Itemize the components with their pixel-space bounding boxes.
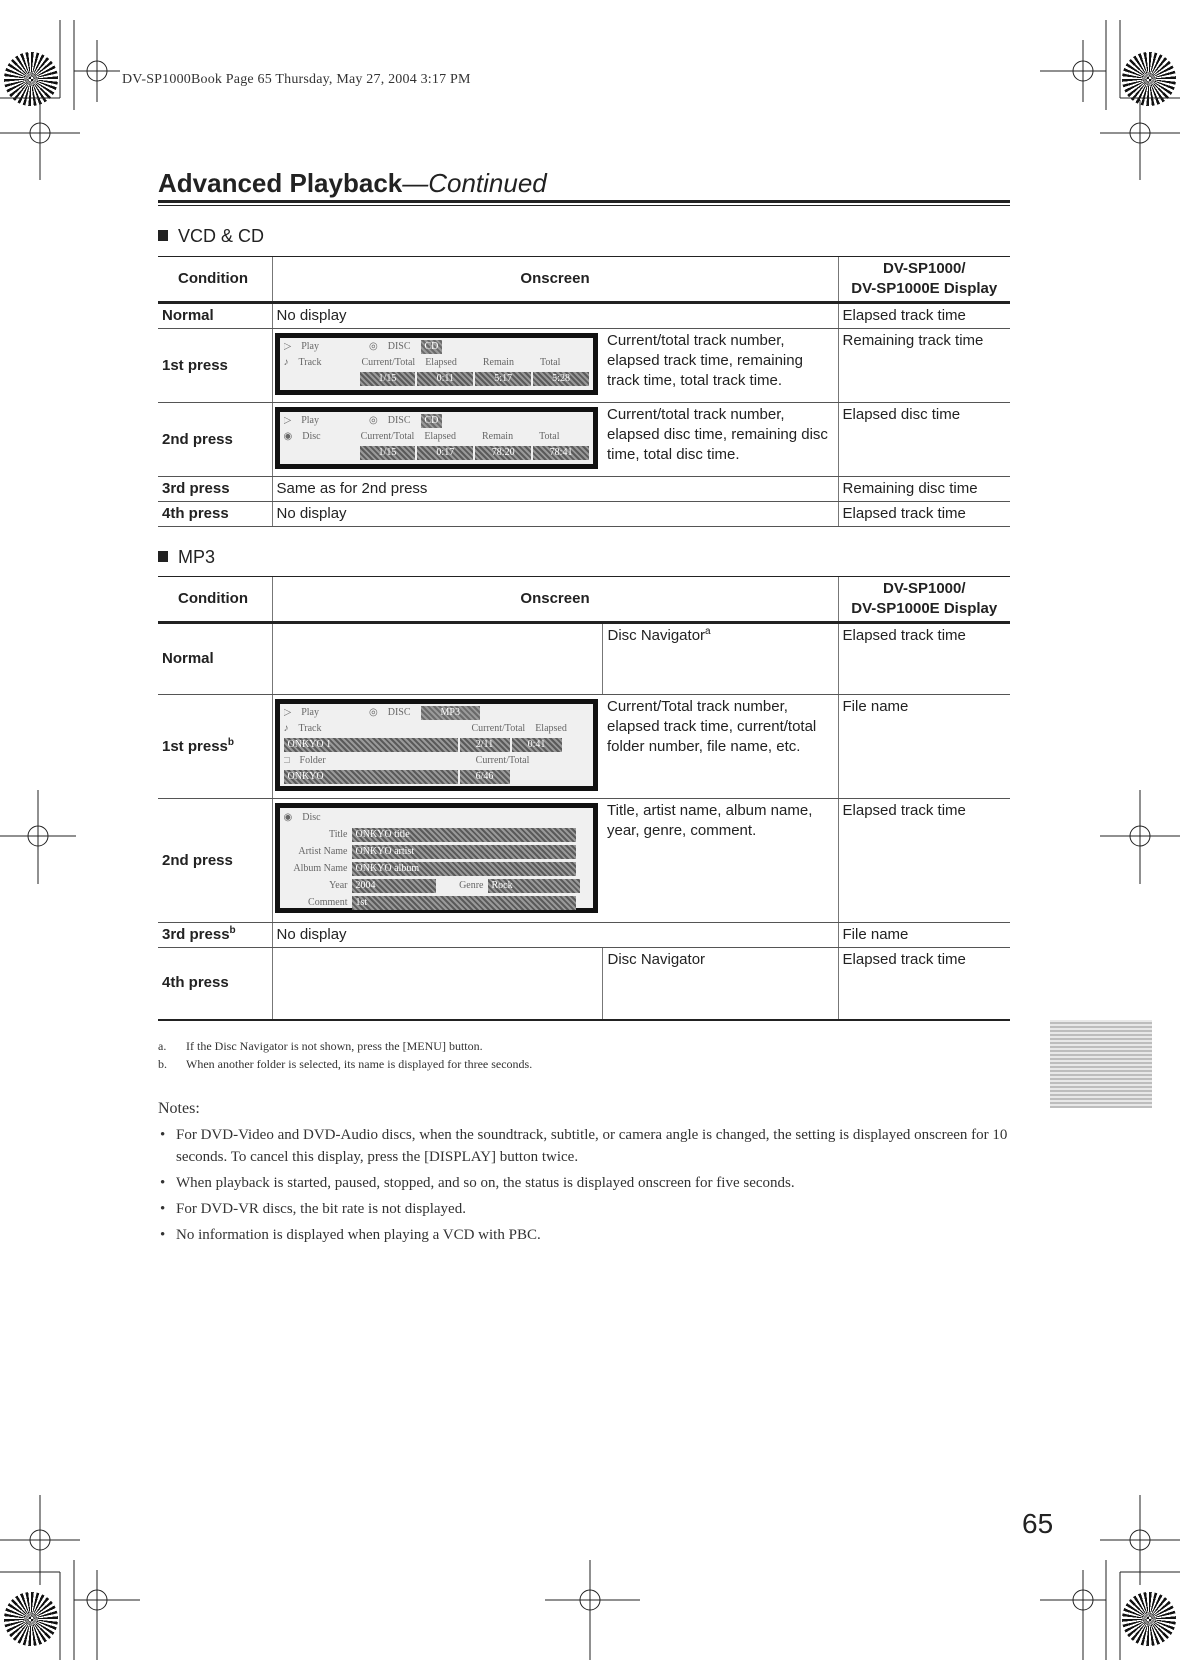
condition-cell: 4th press [158,948,272,1020]
side-thumb-tab [1050,1020,1152,1108]
section-square-icon [158,230,168,241]
display-cell: Remaining disc time [838,477,1010,502]
section-square-icon [158,551,168,562]
display-cell: Elapsed track time [838,799,1010,923]
onscreen-cell: Same as for 2nd press [272,477,838,502]
disc-small-icon: ◉ [283,812,293,823]
display-cell: Elapsed disc time [838,403,1010,477]
header-display-line2: DV-SP1000E Display [851,280,998,297]
table-row [158,923,1010,948]
description-cell: Current/total track number, elapsed disc time, remaining disc time, total disc time. [602,403,838,477]
play-icon: ▷ [283,341,292,352]
table-row [158,799,1010,923]
table-row [158,502,1010,527]
osd-folder-name: ONKYO [284,770,458,784]
condition-cell: 2nd press [158,403,272,477]
osd-value: 78:20 [475,446,531,460]
header-condition: Condition [158,257,272,303]
vcd-cd-table [158,256,1010,527]
osd-value: 1/15 [360,446,416,460]
page-title-dash: — [402,168,429,198]
table-row [158,695,1010,799]
footnote-text: When another folder is selected, its name is displayed for three seconds. [186,1057,533,1071]
play-icon: ▷ [283,415,292,426]
header-onscreen: Onscreen [272,577,838,623]
osd-disc-label: DISC [387,341,411,352]
footnote-mark: a. [158,1039,167,1053]
onscreen-cell: No display [272,502,838,527]
table-row [158,303,1010,329]
table-row [158,948,1010,1020]
note-item: • No information is displayed when playing a VCD with PBC. [158,1224,1038,1246]
osd-track-label: Track [298,723,322,734]
osd-col: Elapsed [535,723,567,734]
onscreen-cell: No display [272,303,838,329]
osd-screen [275,407,599,469]
description-cell: Current/total track number, elapsed track time, remaining track time, total track time. [602,329,838,403]
osd-disc-label: Disc [302,812,321,823]
footnote [158,1037,532,1055]
page-title [158,168,547,199]
osd-badge: MP3 [421,706,480,720]
header-display-line1: DV-SP1000/ [882,260,966,277]
osd-play-label: Play [301,707,319,718]
footnote-ref: b [229,925,236,936]
display-cell: Elapsed track time [838,948,1010,1020]
section-title-vcd-cd: VCD & CD [178,226,265,246]
note-item: • For DVD-Video and DVD-Audio discs, when the soundtrack, subtitle, or camera angle is changed, the setting is displayed onscreen for 10 seconds. To cancel this display, press the [DISPLAY] button twice. [158,1124,1038,1168]
play-icon: ▷ [283,707,292,718]
mp3-table [158,576,1010,1021]
disc-icon: ◎ [368,341,378,352]
disc-small-icon: ◉ [283,431,293,442]
osd-screen [275,803,599,913]
osd-genre-label: Genre [459,880,484,891]
page-title-continued: Continued [428,168,547,198]
footnote-mark: b. [158,1057,167,1071]
table-row [158,403,1010,477]
osd-cell [272,403,602,477]
osd-track-label: Track [298,357,322,368]
osd-disc-label: DISC [387,415,411,426]
footnote-text: If the Disc Navigator is not shown, press the [MENU] button. [186,1039,483,1053]
osd-value: 78:41 [533,446,589,460]
condition-cell: 4th press [158,502,272,527]
table-header-row [158,577,1010,623]
footnotes [158,1037,532,1073]
table-row [158,623,1010,695]
osd-file-name: ONKYO 1 [284,738,458,752]
note-item: • For DVD-VR discs, the bit rate is not displayed. [158,1198,1038,1220]
osd-value: 0:17 [417,446,473,460]
note-icon: ♪ [283,357,289,368]
osd-value: 1/15 [360,372,416,386]
osd-year-label: Year [329,880,348,891]
osd-field-label: Title [328,829,348,840]
osd-col: Elapsed [424,431,456,442]
display-cell: Remaining track time [838,329,1010,403]
osd-field-label: Album Name [293,863,348,874]
condition-cell: 2nd press [158,799,272,923]
osd-col: Elapsed [425,357,457,368]
osd-cell [272,695,602,799]
osd-genre-value: Rock [488,879,580,893]
header-condition: Condition [158,577,272,623]
header-onscreen: Onscreen [272,257,838,303]
display-cell: Elapsed track time [838,303,1010,329]
osd-comment-label: Comment [308,897,348,908]
footnote-ref: b [227,736,234,748]
osd-col: Current/Total [471,723,526,734]
osd-field-value: ONKYO artist [352,845,576,859]
osd-field-value: ONKYO title [352,828,576,842]
osd-year-value: 2004 [352,879,436,893]
display-cell: File name [838,695,1010,799]
osd-track-label: Disc [302,431,321,442]
section-heading-mp3 [158,547,215,568]
osd-col: Current/Total [475,755,530,766]
header-display [838,577,1010,623]
note-icon: ♪ [283,723,289,734]
notes-heading: Notes: [158,1100,200,1117]
section-heading-vcd-cd [158,226,264,247]
disc-icon: ◎ [368,415,378,426]
osd-value: 5:17 [475,372,531,386]
table-row [158,329,1010,403]
footnote-ref: a [705,626,711,637]
header-display-line1: DV-SP1000/ [882,580,966,597]
osd-disc-label: DISC [387,707,411,718]
osd-badge: CD [421,340,443,354]
header-display [838,257,1010,303]
footnote [158,1055,532,1073]
osd-badge: CD [421,414,443,428]
osd-cell [272,329,602,403]
osd-col: Total [539,357,561,368]
display-cell: Elapsed track time [838,623,1010,695]
title-rule [158,200,1010,206]
condition-cell: Normal [158,623,272,695]
description-cell [602,623,838,695]
condition-cell [158,923,272,948]
section-title-mp3: MP3 [178,547,216,567]
description-cell: Title, artist name, album name, year, genre, comment. [602,799,838,923]
condition-cell: 1st press [158,329,272,403]
osd-play-label: Play [301,415,319,426]
osd-cell [272,799,602,923]
condition-cell: 3rd press [158,477,272,502]
osd-value: 6/46 [460,770,510,784]
osd-screen [275,333,599,395]
display-cell: File name [838,923,1010,948]
osd-comment-value: 1st [352,896,576,910]
page-title-main: Advanced Playback [158,168,403,198]
osd-col: Total [539,431,560,442]
osd-folder-label: Folder [299,755,326,766]
osd-col: Remain [481,431,514,442]
onscreen-cell: No display [272,923,838,948]
folder-icon: □ [283,755,290,766]
condition-text: 3rd press [162,926,230,943]
osd-value: 0:11 [417,372,473,386]
osd-col: Remain [482,357,514,368]
page-number: 65 [1022,1508,1054,1539]
description-cell: Disc Navigator [602,948,838,1020]
header-display-line2: DV-SP1000E Display [851,600,998,617]
note-item: • When playback is started, paused, stopped, and so on, the status is displayed onscreen for five seconds. [158,1172,1038,1194]
osd-value: 5:28 [533,372,589,386]
print-header-info: DV-SP1000Book Page 65 Thursday, May 27, 2004 3:17 PM [122,72,471,87]
description-cell: Current/Total track number, elapsed track time, current/total folder number, file name, etc. [602,695,838,799]
description-text: Disc Navigator [607,627,706,644]
condition-cell: Normal [158,303,272,329]
condition-text: 1st press [162,737,228,755]
osd-field-value: ONKYO album [352,862,576,876]
osd-col: Current/Total [360,431,415,442]
osd-cell-empty [272,623,602,695]
osd-play-label: Play [301,341,319,352]
table-row [158,477,1010,502]
notes [158,1098,1038,1250]
table-header-row [158,257,1010,303]
osd-value: 2/11 [460,738,510,752]
osd-cell-empty [272,948,602,1020]
condition-cell [158,695,272,799]
osd-screen [275,699,599,791]
osd-field-label: Artist Name [298,846,348,857]
osd-col: Current/Total [361,357,416,368]
display-cell: Elapsed track time [838,502,1010,527]
osd-value: 0:41 [512,738,562,752]
disc-icon: ◎ [368,707,378,718]
